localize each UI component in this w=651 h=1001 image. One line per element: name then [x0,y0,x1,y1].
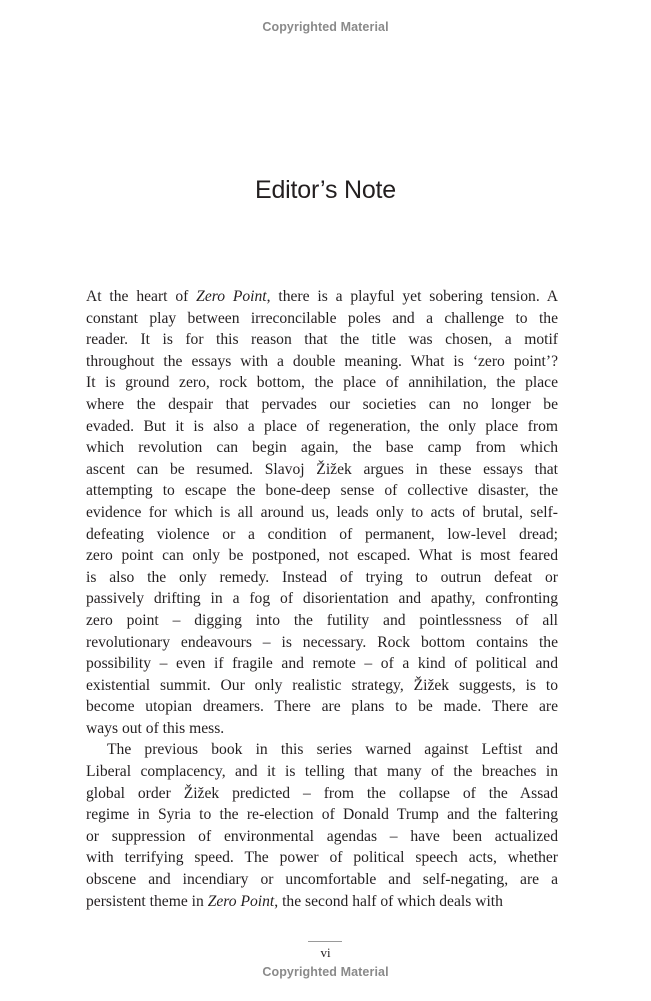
text-line: The previous book in this series warned against Leftist and [107,741,558,759]
text-line: Liberal complacency, and it is telling that many of the breaches in [86,763,558,781]
text-line: revolutionary endeavours – is necessary. Rock bottom contains the [86,633,558,651]
footer-rule [308,941,342,942]
text-line: with terrifying speed. The power of political speech acts, whether [86,849,558,867]
text-line: It is ground zero, rock bottom, the place of annihilation, the place [86,374,558,392]
text-line: obscene and incendiary or uncomfortable and self-negating, are a [86,871,558,889]
book-title-italic: Zero Point [207,892,275,910]
text-line: persistent theme in Zero Point, the second half of which deals with [86,892,503,910]
text-line: become utopian dreamers. There are plans to be made. There are [86,698,558,716]
text-line: global order Žižek predicted – from the collapse of the Assad [86,784,558,802]
text-line: defeating violence or a condition of permanent, low-level dread; [86,525,558,543]
page-title: Editor’s Note [255,176,396,204]
paragraph-2 [86,739,558,912]
text-line: evaded. But it is also a place of regeneration, the only place from [86,417,558,435]
text-line: which revolution can begin again, the base camp from which [86,439,558,457]
text-line: ascent can be resumed. Slavoj Žižek argues in these essays that [86,460,558,478]
text-line: existential summit. Our only realistic strategy, Žižek suggests, is to [86,676,558,694]
text-line: is also the only remedy. Instead of trying to outrun defeat or [86,568,558,586]
text-line: evidence for which is all around us, leads only to acts of brutal, self- [86,503,558,521]
text-line: possibility – even if fragile and remote – of a kind of political and [86,655,558,673]
text-line: reader. It is for this reason that the title was chosen, a motif [86,331,558,349]
text-line: or suppression of environmental agendas – have been actualized [86,827,558,845]
text-line: passively drifting in a fog of disorientation and apathy, confronting [86,590,558,608]
paragraph-1 [86,286,558,739]
book-title-italic: Zero Point [196,288,267,305]
text-line: regime in Syria to the re-election of Donald Trump and the faltering [86,806,558,824]
page-number: vi [320,945,331,960]
text-line: constant play between irreconcilable poles and a challenge to the [86,309,558,327]
text-line: zero point can only be postponed, not escaped. What is most feared [86,547,558,565]
body-text [86,286,558,912]
text-line: At the heart of Zero Point, there is a playful yet sobering tension. A [86,288,558,305]
text-line: ways out of this mess. [86,719,225,737]
text-line: zero point – digging into the futility and pointlessness of all [86,611,558,629]
text-line: where the despair that pervades our societies can no longer be [86,395,558,413]
copyright-footer: Copyrighted Material [262,965,389,979]
text-line: attempting to escape the bone-deep sense of collective disaster, the [86,482,558,500]
text-line: throughout the essays with a double meaning. What is ‘zero point’? [86,352,558,370]
copyright-header: Copyrighted Material [262,20,389,34]
